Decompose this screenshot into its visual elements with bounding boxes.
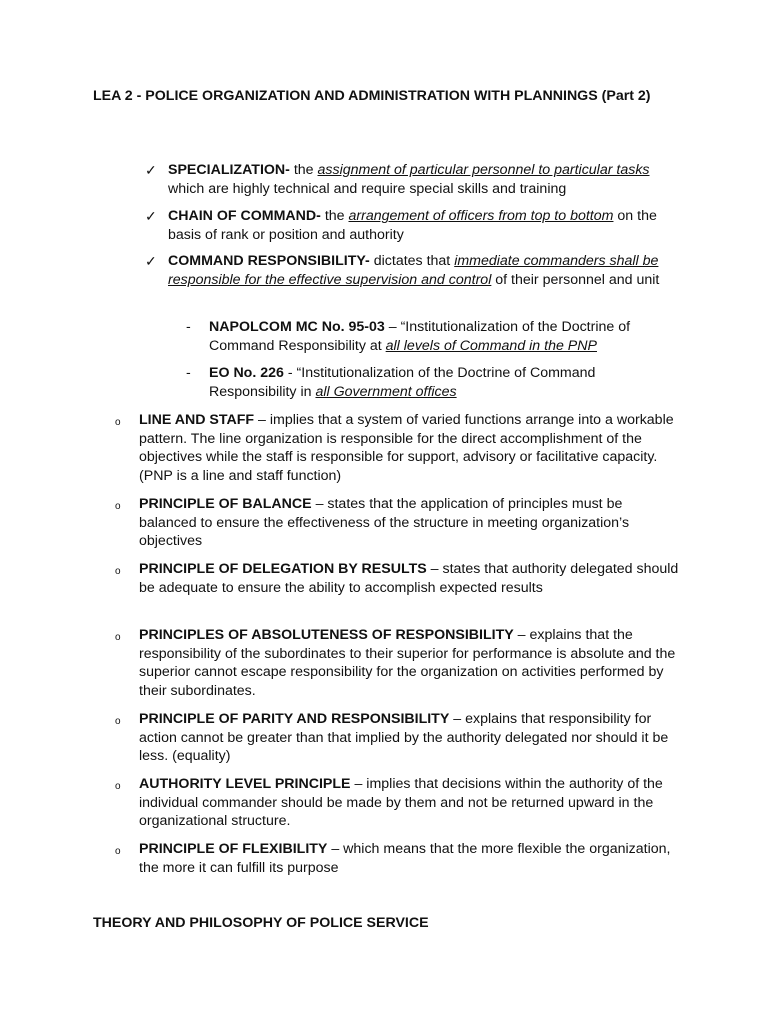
emphasis-text: assignment of particular personnel to particular tasks bbox=[317, 162, 650, 178]
term-label: PRINCIPLE OF DELEGATION BY RESULTS bbox=[139, 561, 427, 577]
circle-bullet-icon: o bbox=[115, 781, 121, 792]
text-segment: – explains that the responsibility of the subordinates to their superior for performance is absolute and the superior cannot escape responsibility for the organization on activities performed by their subordinates. bbox=[139, 627, 676, 699]
term-label: LINE AND STAFF bbox=[139, 412, 255, 428]
dash-item-text bbox=[209, 318, 686, 355]
document-title: LEA 2 - POLICE ORGANIZATION AND ADMINISTRATION WITH PLANNINGS (Part 2) bbox=[93, 88, 651, 104]
circle-item-delegation bbox=[115, 560, 680, 597]
term-label: EO No. 226 bbox=[209, 365, 284, 381]
check-mark-icon: ✓ bbox=[145, 208, 157, 224]
circle-item-text bbox=[139, 411, 680, 485]
circle-item-text bbox=[139, 775, 680, 831]
emphasis-text: all Government offices bbox=[315, 383, 457, 400]
term-label: PRINCIPLES OF ABSOLUTENESS OF RESPONSIBILITY bbox=[139, 627, 514, 643]
check-item-specialization bbox=[145, 161, 675, 198]
text-segment: the bbox=[320, 208, 349, 224]
dash-item-text bbox=[209, 364, 686, 401]
text-segment: – explains that responsibility for action cannot be greater than that implied by the authority delegated nor should it be less. (equality) bbox=[139, 711, 669, 765]
dash-item-napolcom bbox=[186, 318, 686, 355]
emphasis-text: immediate commanders shall be responsible for the effective supervision and control bbox=[168, 253, 659, 288]
circle-item-authority-level bbox=[115, 775, 680, 831]
text-segment: – states that authority delegated should be adequate to ensure the ability to accomplish expected results bbox=[139, 561, 679, 596]
emphasis-text: arrangement of officers from top to bottom bbox=[348, 208, 614, 224]
term-label: AUTHORITY LEVEL PRINCIPLE bbox=[139, 776, 351, 792]
text-segment: – implies that a system of varied functions arrange into a workable pattern. The line organization is responsible for the direct accomplishment of the objectives while the staff is responsible for support, advisory or facilitative capacity. (PNP is a line and staff function) bbox=[139, 412, 674, 484]
check-mark-icon: ✓ bbox=[145, 253, 157, 269]
text-segment: – “Institutionalization of the Doctrine of Command Responsibility at bbox=[209, 319, 631, 354]
term-label: PRINCIPLE OF FLEXIBILITY bbox=[139, 841, 328, 857]
dash-mark: - bbox=[186, 319, 191, 335]
text-segment: on the basis of rank or position and authority bbox=[168, 208, 657, 243]
check-item-text bbox=[168, 252, 675, 289]
circle-bullet-icon: o bbox=[115, 846, 121, 857]
circle-bullet-icon: o bbox=[115, 716, 121, 727]
circle-bullet-icon: o bbox=[115, 566, 121, 577]
circle-item-text bbox=[139, 495, 680, 551]
text-segment: – implies that decisions within the authority of the individual commander should be made by them and not be returned upward in the organizational structure. bbox=[139, 776, 663, 830]
circle-bullet-icon: o bbox=[115, 501, 121, 512]
circle-item-balance bbox=[115, 495, 680, 551]
text-segment: – states that the application of principles must be balanced to ensure the effectiveness of the structure in meeting organization’s objectives bbox=[139, 496, 630, 550]
check-item-chain-of-command bbox=[145, 207, 675, 244]
circle-bullet-icon: o bbox=[115, 417, 121, 428]
term-label: SPECIALIZATION- bbox=[168, 162, 290, 178]
check-item-text bbox=[168, 161, 675, 198]
check-mark-icon: ✓ bbox=[145, 162, 157, 178]
dash-mark: - bbox=[186, 365, 191, 381]
circle-item-text bbox=[139, 840, 680, 877]
text-segment: – which means that the more flexible the organization, the more it can fulfill its purpose bbox=[139, 841, 671, 876]
term-label: CHAIN OF COMMAND- bbox=[168, 208, 321, 224]
circle-item-absoluteness bbox=[115, 626, 680, 700]
term-label: NAPOLCOM MC No. 95-03 bbox=[209, 319, 385, 335]
text-segment: dictates that bbox=[369, 253, 455, 269]
circle-item-text bbox=[139, 626, 680, 700]
emphasis-text: all levels of Command in the PNP bbox=[385, 337, 597, 354]
circle-item-text bbox=[139, 560, 680, 597]
dash-item-eo-226 bbox=[186, 364, 686, 401]
term-label: COMMAND RESPONSIBILITY- bbox=[168, 253, 370, 269]
circle-bullet-icon: o bbox=[115, 632, 121, 643]
check-item-command-responsibility bbox=[145, 252, 675, 289]
section-heading: THEORY AND PHILOSOPHY OF POLICE SERVICE bbox=[93, 915, 429, 931]
text-segment: - “Institutionalization of the Doctrine of Command Responsibility in bbox=[209, 365, 596, 400]
text-segment: which are highly technical and require special skills and training bbox=[168, 180, 567, 197]
circle-item-text bbox=[139, 710, 680, 766]
circle-item-line-and-staff bbox=[115, 411, 680, 485]
term-label: PRINCIPLE OF PARITY AND RESPONSIBILITY bbox=[139, 711, 450, 727]
text-segment: of their personnel and unit bbox=[491, 271, 660, 288]
text-segment: the bbox=[289, 162, 318, 178]
term-label: PRINCIPLE OF BALANCE bbox=[139, 496, 312, 512]
circle-item-flexibility bbox=[115, 840, 680, 877]
check-item-text bbox=[168, 207, 675, 244]
circle-item-parity bbox=[115, 710, 680, 766]
